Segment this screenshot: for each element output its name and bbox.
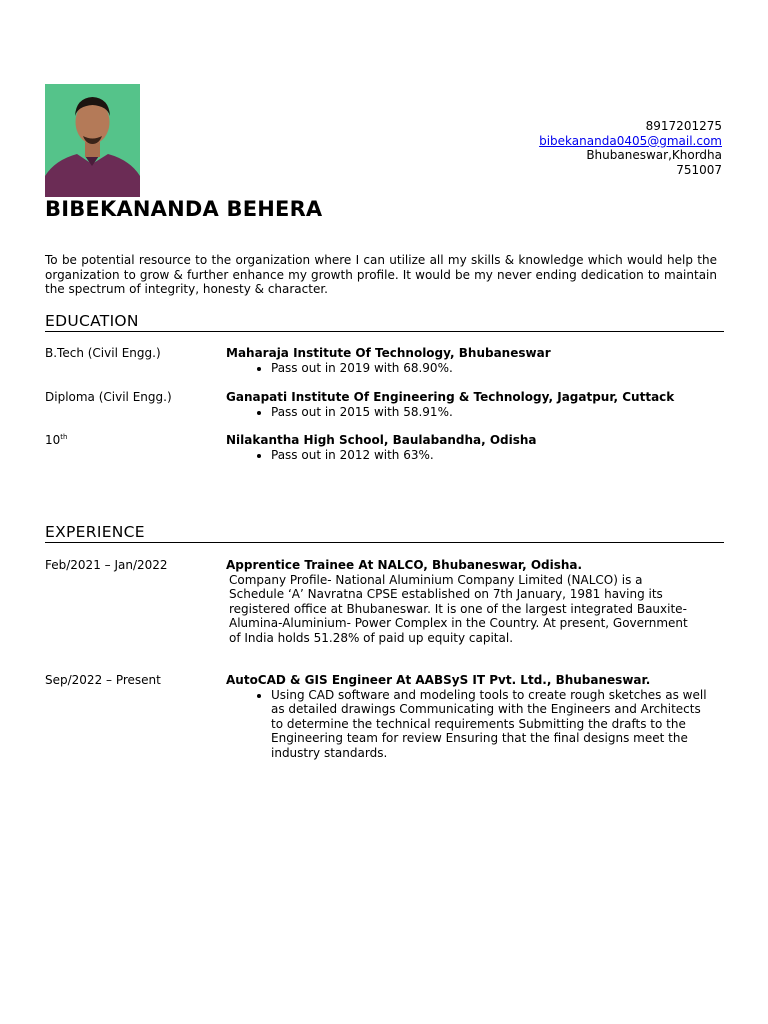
- degree-label: B.Tech (Civil Engg.): [45, 346, 161, 360]
- candidate-name: BIBEKANANDA BEHERA: [45, 197, 323, 221]
- experience-period: Feb/2021 – Jan/2022: [45, 558, 168, 572]
- education-heading: EDUCATION: [45, 312, 724, 332]
- contact-block: [539, 119, 722, 177]
- experience-period: Sep/2022 – Present: [45, 673, 161, 687]
- institute-name: Maharaja Institute Of Technology, Bhubaneswar: [226, 346, 551, 360]
- education-detail: • Pass out in 2019 with 68.90%.: [271, 361, 716, 376]
- institute-name: Ganapati Institute Of Engineering & Technology, Jagatpur, Cuttack: [226, 390, 675, 404]
- education-detail: • Pass out in 2012 with 63%.: [271, 448, 716, 463]
- degree-label: Diploma (Civil Engg.): [45, 390, 172, 404]
- experience-role: AutoCAD & GIS Engineer At AABSyS IT Pvt. Ltd., Bhubaneswar.: [226, 673, 651, 687]
- address-city: Bhubaneswar,Khordha: [586, 148, 722, 162]
- phone-number: 8917201275: [645, 119, 722, 133]
- address-pin: 751007: [676, 162, 722, 177]
- profile-photo: [45, 84, 140, 197]
- objective-paragraph: To be potential resource to the organization where I can utilize all my skills & knowledge which would help the organization to grow & further enhance my growth profile. It would be my never ending dedication to maintain the spectrum of integrity, honesty & character.: [45, 253, 717, 296]
- experience-heading: EXPERIENCE: [45, 523, 724, 543]
- experience-role: Apprentice Trainee At NALCO, Bhubaneswar, Odisha.: [226, 558, 583, 572]
- education-detail: • Pass out in 2015 with 58.91%.: [271, 405, 724, 420]
- company-profile: Company Profile- National Aluminium Company Limited (NALCO) is a Schedule ‘A’ Navratna CPSE established on 7th January, 1981 having its registered office at Bhubaneswar. It is one of the largest integrated Bauxite-Alumina-Aluminium- Power Complex in the Country. At present, Government of India holds 51.28% of paid up equity capital.: [229, 572, 688, 645]
- email-link[interactable]: bibekananda0405@gmail.com: [539, 133, 722, 148]
- experience-detail: • Using CAD software and modeling tools to create rough sketches as well as detailed drawings Communicating with the Engineers and Architects to determine the technical requirements Submitting the drafts to the Engineering team for review Ensuring that the final designs meet the industry standards.: [271, 688, 716, 761]
- degree-label: 10th: [45, 433, 68, 447]
- institute-name: Nilakantha High School, Baulabandha, Odisha: [226, 433, 537, 447]
